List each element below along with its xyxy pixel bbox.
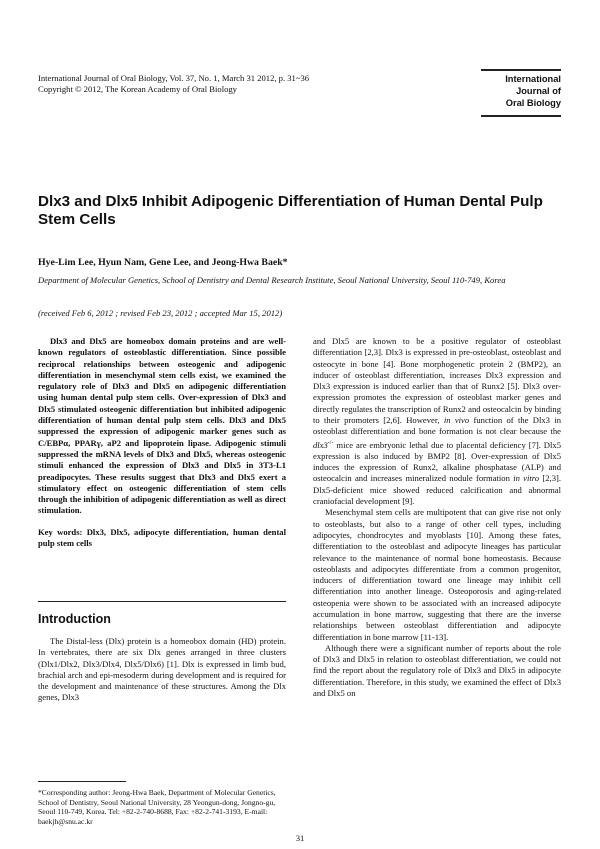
copyright-line: Copyright © 2012, The Korean Academy of Oral Biology [38,83,237,94]
dlx3-knockout: dlx3 [313,439,328,450]
in-vivo-text: in vivo [443,415,470,426]
journal-logo-box [481,69,561,117]
author-list: Hye-Lim Lee, Hyun Nam, Gene Lee, and Jeong-Hwa Baek* [38,257,288,268]
dlx3-knockout-sup: -/- [327,439,334,446]
right-p1-d: [2,3]. Dlx5-deficient mice showed reduced calcification and abnormal craniofacial development [9]. [313,473,562,507]
in-vitro-text: in vitro [513,473,540,484]
right-p1-a: and Dlx5 are known to be a positive regulator of osteoblast differentiation [2,3]. Dlx3 is expressed in pre-osteoblast, osteoblast and osteocyte in bone [4]. Bone morphogenetic protein 2 (BMP2), an inducer of osteoblast differentiation, increases Dlx3 expression and Dlx3 expression is induced earlier than that of Runx2 [5]. Dlx3 over-expression promotes the expression of osteoblast marker genes and directly regulates the transcription of Runx2 and osteocalcin by binding to their promoters [2,6]. However, [313,336,561,426]
right-paragraph-1 [313,336,561,507]
journal-box-line-3: Oral Biology [505,98,561,108]
journal-box-line-1: International [505,74,561,84]
right-column [313,336,561,699]
keywords: Key words: Dlx3, Dlx5, adipocyte differentiation, human dental pulp stem cells [38,526,286,549]
page-number: 31 [295,833,305,843]
abstract: Dlx3 and Dlx5 are homeobox domain proteins and are well-known regulators of osteoblastic differentiation. Since possible reciprocal relationships between osteogenic and adipogenic differentiation in mesenchymal stem cells exist, we examined the regulatory role of Dlx3 and Dlx5 on adipogenic differentiation using human dental pulp stem cells. Over-expression of Dlx3 and Dlx5 stimulated osteogenic differentiation but inhibited adipogenic differentiation of human dental pulp stem cells. Dlx3 and Dlx5 suppressed the expression of adipogenic marker genes such as C/EBPα, PPARγ, aP2 and lipoprotein lipase. Adipogenic stimuli suppressed the mRNA levels of Dlx3 and Dlx5, whereas osteogenic stimuli enhanced the expression of Dlx3 and Dlx5 in 3T3-L1 preadipocytes. These results suggest that Dlx3 and Dlx5 exert a stimulatory effect on osteogenic differentiation of stem cells through the inhibition of adipogenic differentiation as well as direct stimulation. [38,336,286,516]
corresponding-author-footnote: *Corresponding author: Jeong-Hwa Baek, Department of Molecular Genetics, School of Dentistry, Seoul National University, 28 Yeongun-dong, Jongno-gu, Seoul 110-749, Korea. Tel: +82-2-740-8688, Fax: +82-2-741-3193, E-mail: baekjh@snu.ac.kr [38,788,276,827]
right-paragraph-2: Mesenchymal stem cells are multipotent that can give rise not only to osteoblasts, but also to a range of other cell types, including adipocytes, chondrocytes and myoblasts [10]. Among these fates, differentiation to the osteoblast and adipocyte lineages has particular relevance to the maintenance of normal bone homeostasis. Because osteoblasts and adipocytes differentiate from a common progenitor, inducers of differentiation toward one lineage may inhibit cell differentiation into another lineage. Osteoporosis and aging-related osteopenia were shown to be associated with an increased adipocyte accumulation in bone marrow, suggesting that there are the inverse relationships between osteoblast differentiation and adipocyte differentiation in bone marrow [11-13]. [313,507,561,642]
journal-citation [38,73,309,94]
right-paragraph-3: Although there were a significant number of reports about the role of Dlx3 and Dlx5 in relation to osteoblast differentiation, we could not find the report about the regulatory role of Dlx3 and Dlx5 in adipocyte differentiation. Therefore, in this study, we examined the effect of Dlx3 and Dlx5 on [313,642,561,699]
citation-line: International Journal of Oral Biology, Vol. 37, No. 1, March 31 2012, p. 31~36 [38,73,310,83]
intro-paragraph: The Distal-less (Dlx) protein is a homeobox domain (HD) protein. In vertebrates, there are six Dlx genes arranged in three clusters (Dlx1/Dlx2, Dlx3/Dlx4, Dlx5/Dlx6) [1]. Dlx is expressed in limb bud, brachial arch and epi-mesoderm during development and is required for the development and maintenance of these structures. Among the Dlx genes, Dlx3 [38,636,286,703]
intro-body [38,636,286,704]
section-heading-introduction: Introduction [38,601,286,626]
received-dates: (received Feb 6, 2012 ; revised Feb 23, 2012 ; accepted Mar 15, 2012) [38,308,283,318]
right-p1-b: function of the Dlx3 in osteoblast differentiation and bone formation is not clear because the [313,415,561,437]
journal-box-line-2: Journal of [516,86,561,96]
right-p1-c: mice are embryonic lethal due to placental deficiency [7]. Dlx5 expression is also induced by BMP2 [8]. Over-expression of Dlx5 induces the expression of Runx2, alkaline phosphatase (ALP) and osteocalcin and increases mineralized nodule formation [313,439,561,484]
left-column [38,336,286,549]
footnote-divider [38,781,126,782]
affiliation: Department of Molecular Genetics, School of Dentistry and Dental Research Institute, Seoul National University, Seoul 110-749, Korea [38,275,506,285]
paper-title: Dlx3 and Dlx5 Inhibit Adipogenic Differentiation of Human Dental Pulp Stem Cells [38,193,543,228]
